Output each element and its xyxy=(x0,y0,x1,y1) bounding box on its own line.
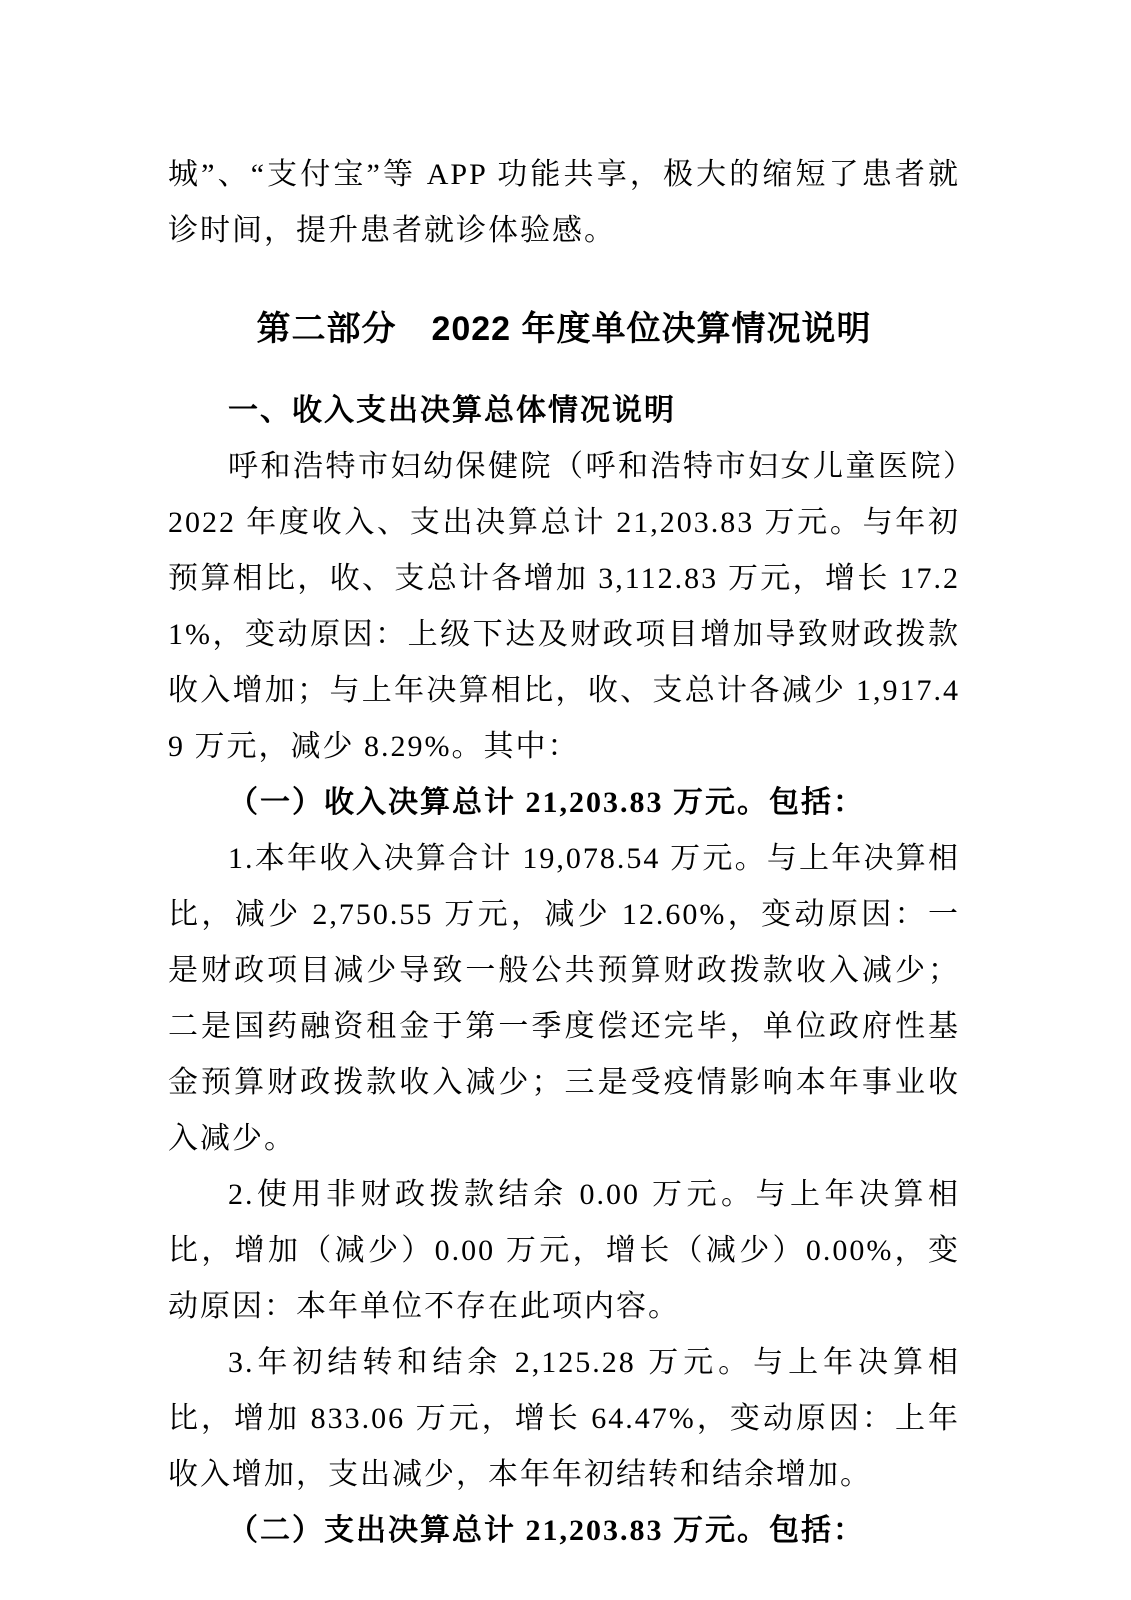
paragraph-income-item-1: 1.本年收入决算合计 19,078.54 万元。与上年决算相比，减少 2,750.55 万元，减少 12.60%，变动原因：一是财政项目减少导致一般公共预算财政拨款收入减少；二是国药融资租金于第一季度偿还完毕，单位政府性基金预算财政拨款收入减少；三是受疫情影响本年事业收入减少。 xyxy=(168,842,960,1155)
paragraph-expenditure-total-heading: （二）支出决算总计 21,203.83 万元。包括： xyxy=(228,1514,865,1547)
section-heading: 第二部分 2022 年度单位决算情况说明 xyxy=(256,310,872,348)
paragraph-income-total-heading: （一）收入决算总计 21,203.83 万元。包括： xyxy=(228,786,865,819)
paragraph-income-item-3: 3.年初结转和结余 2,125.28 万元。与上年决算相比，增加 833.06 万元，增长 64.47%，变动原因：上年收入增加，支出减少，本年年初结转和结余增加。 xyxy=(168,1346,960,1491)
continuation-paragraph: 城”、“支付宝”等 APP 功能共享，极大的缩短了患者就诊时间，提升患者就诊体验感。 xyxy=(168,158,960,247)
paragraph-income-item-2: 2.使用非财政拨款结余 0.00 万元。与上年决算相比，增加（减少）0.00 万元，增长（减少）0.00%，变动原因：本年单位不存在此项内容。 xyxy=(168,1178,960,1323)
subsection-heading: 一、收入支出决算总体情况说明 xyxy=(228,394,676,427)
paragraph-overview-totals: 呼和浩特市妇幼保健院（呼和浩特市妇女儿童医院）2022 年度收入、支出决算总计 21,203.83 万元。与年初预算相比，收、支总计各增加 3,112.83 万元，增长 17.21%，变动原因：上级下达及财政项目增加导致财政拨款收入增加；与上年决算相比，收、支总计各减少 1,917.49 万元，减少 8.29%。其中： xyxy=(168,450,960,763)
